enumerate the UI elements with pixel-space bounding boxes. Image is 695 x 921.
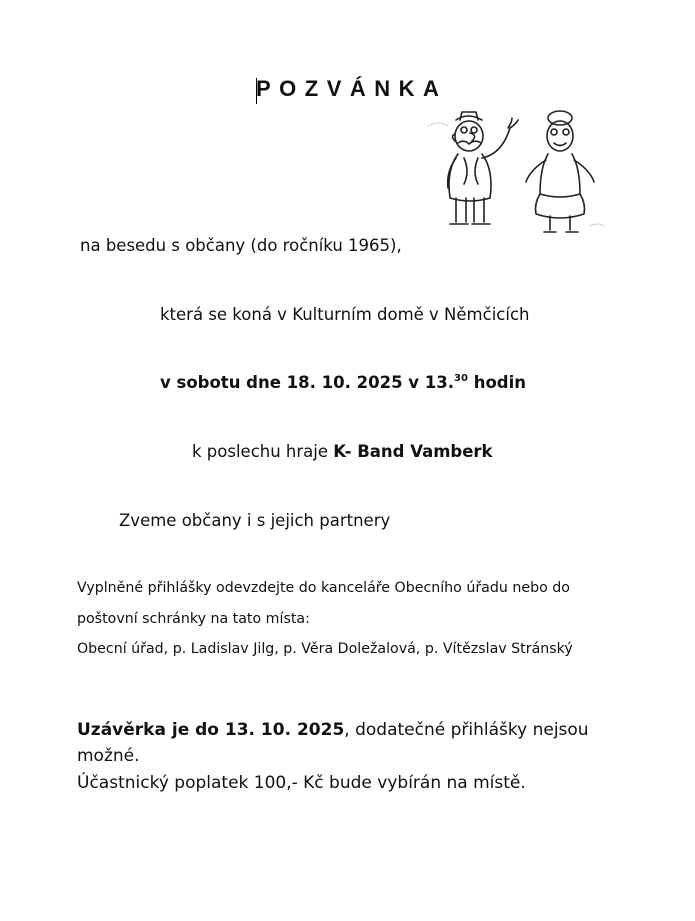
old-man-figure xyxy=(448,112,518,224)
deadline-rest: , dodatečné přihlášky nejsou xyxy=(344,720,589,740)
music-prefix: k poslechu hraje xyxy=(192,442,334,461)
partners-line: Zveme občany i s jejich partnery xyxy=(119,511,391,530)
invite-line: na besedu s občany (do ročníku 1965), xyxy=(80,236,402,255)
page-title: POZVÁNKA xyxy=(256,76,448,101)
music-line xyxy=(192,442,493,461)
venue-line: která se koná v Kulturním domě v Němčicích xyxy=(160,305,530,324)
date-suffix: hodin xyxy=(467,373,526,392)
elderly-couple-illustration xyxy=(420,106,610,238)
date-main: v sobotu dne 18. 10. 2025 v 13. xyxy=(160,373,455,392)
deadline-line xyxy=(77,720,589,740)
instructions-line-3: Obecní úřad, p. Ladislav Jilg, p. Věra Doležalová, p. Vítězslav Stránský xyxy=(77,641,573,657)
fee-line: Účastnický poplatek 100,- Kč bude vybírán na místě. xyxy=(77,773,526,793)
old-woman-figure xyxy=(526,111,594,232)
date-line xyxy=(160,373,526,392)
time-minutes: 30 xyxy=(454,373,468,384)
instructions-line-2: poštovní schránky na tato místa: xyxy=(77,611,310,627)
instructions-line-1: Vyplněné přihlášky odevzdejte do kanceláře Obecního úřadu nebo do xyxy=(77,580,570,596)
deadline-bold: Uzávěrka je do 13. 10. 2025 xyxy=(77,720,345,740)
deadline-line-2: možné. xyxy=(77,746,140,766)
band-name: K- Band Vamberk xyxy=(333,442,493,461)
